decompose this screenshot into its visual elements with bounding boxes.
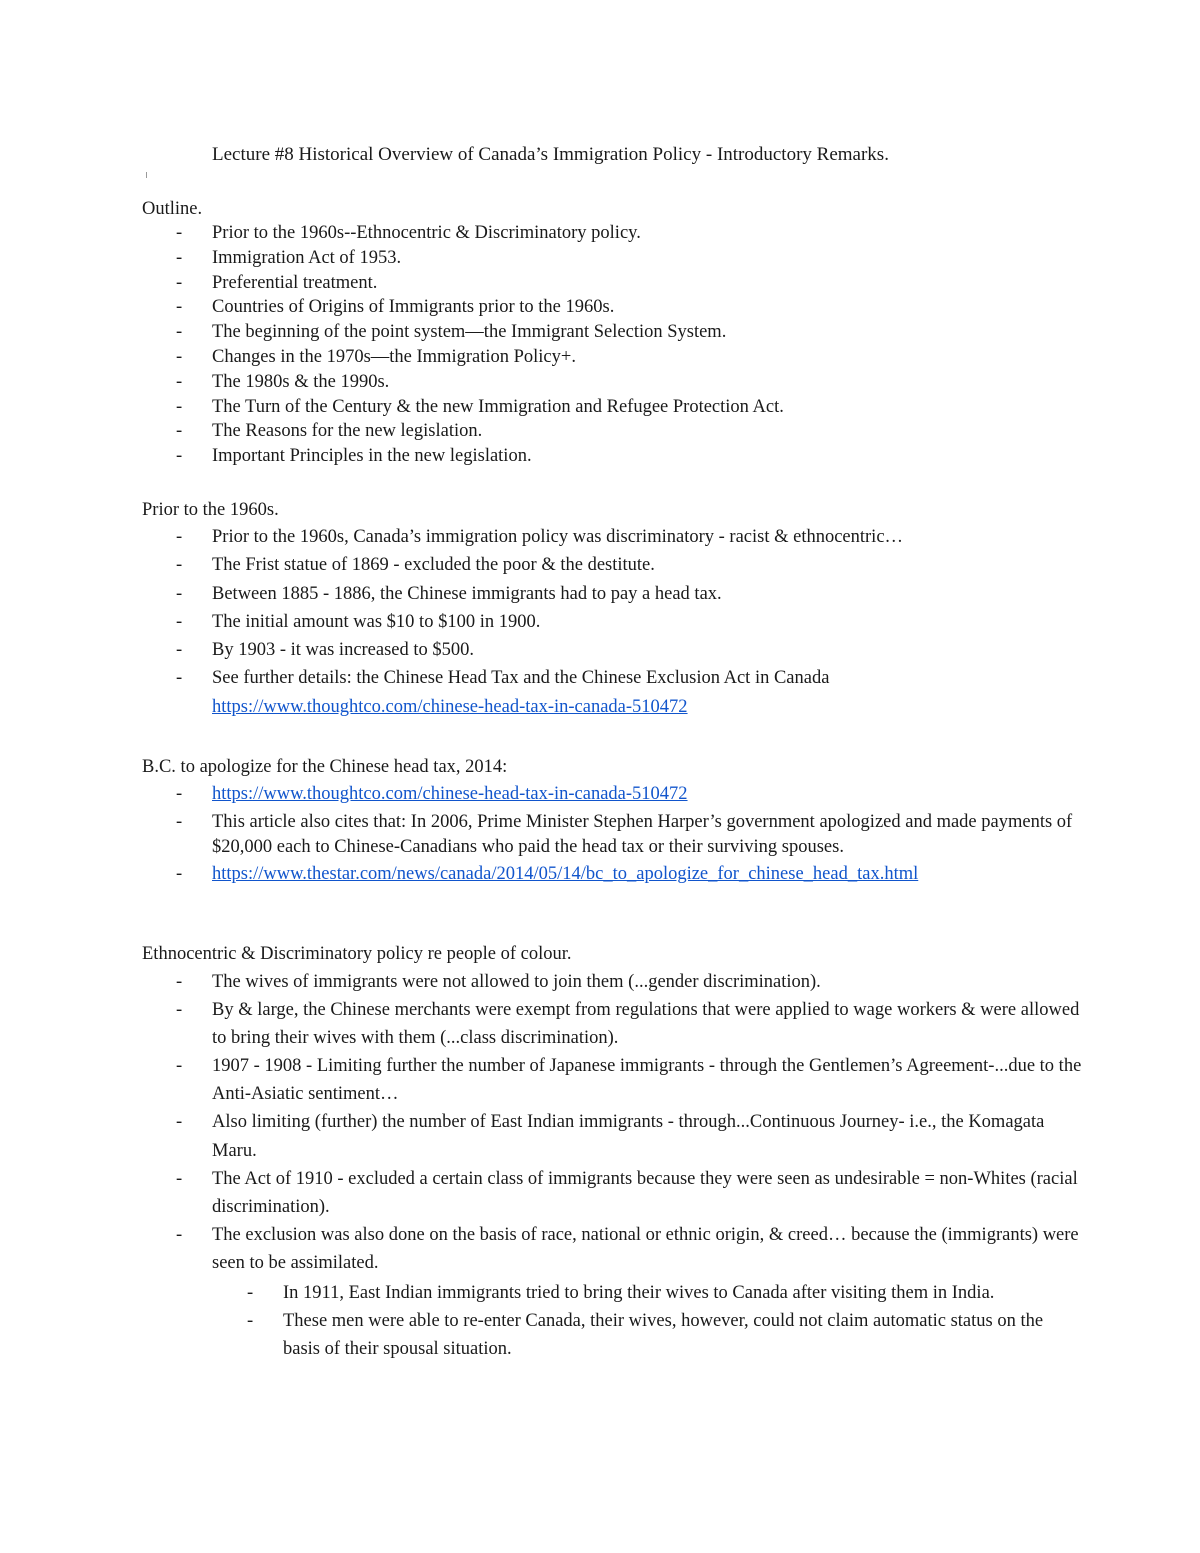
prior-heading: Prior to the 1960s. xyxy=(142,500,279,520)
ethno-item: - The wives of immigrants were not allowed to join them (...gender discrimination). xyxy=(142,968,1082,996)
dash-bullet: - xyxy=(176,863,183,884)
bc-item: - This article also cites that: In 2006, Prime Minister Stephen Harper’s government apologized and made payments of $20,000 each to Chinese-Canadians who paid the head tax or their surviving spouses. xyxy=(176,812,1073,858)
ethno-subitem: - In 1911, East Indian immigrants tried to bring their wives to Canada after visiting them in India. xyxy=(142,1279,1082,1307)
prior-item: - Prior to the 1960s, Canada’s immigration policy was discriminatory - racist & ethnocentric… xyxy=(142,523,1082,551)
cursor-mark xyxy=(146,172,147,178)
dash-bullet: - xyxy=(176,527,183,547)
prior-item: - The initial amount was $10 to $100 in 1900. xyxy=(142,608,1082,636)
bc-section xyxy=(142,754,1082,887)
ethno-item: - The Act of 1910 - excluded a certain class of immigrants because they were seen as undesirable = non-Whites (racial discrimination). xyxy=(142,1165,1082,1221)
dash-bullet: - xyxy=(176,346,183,367)
bc-item xyxy=(142,861,1082,887)
dash-bullet: - xyxy=(176,1056,183,1077)
dash-bullet: - xyxy=(176,446,183,467)
outline-item: - Preferential treatment. xyxy=(142,271,1082,296)
ethno-item: - The exclusion was also done on the basis of race, national or ethnic origin, & creed… because the (immigrants) were seen to be assimilated. xyxy=(142,1221,1082,1277)
dash-bullet: - xyxy=(176,812,183,832)
bc-item xyxy=(142,780,1082,808)
ethno-heading: Ethnocentric & Discriminatory policy re people of colour. xyxy=(142,944,572,964)
outline-item: - Countries of Origins of Immigrants prior to the 1960s. xyxy=(142,295,1082,320)
ethno-item: - By & large, the Chinese merchants were exempt from regulations that were applied to wage workers & were allowed to bring their wives with them (...class discrimination). xyxy=(142,996,1082,1052)
dash-bullet: - xyxy=(176,555,183,576)
dash-bullet: - xyxy=(176,1112,183,1133)
dash-bullet: - xyxy=(176,297,183,318)
thoughtco-link[interactable]: https://www.thoughtco.com/chinese-head-tax-in-canada-510472 xyxy=(212,784,688,804)
prior-section xyxy=(142,497,1082,721)
prior-item: - By 1903 - it was increased to $500. xyxy=(142,636,1082,664)
ethno-list xyxy=(142,968,1082,1277)
dash-bullet: - xyxy=(176,223,183,243)
ethno-item: - 1907 - 1908 - Limiting further the number of Japanese immigrants - through the Gentlemen’s Agreement-...due to the Anti-Asiatic sentiment… xyxy=(142,1052,1082,1108)
outline-heading: Outline. xyxy=(142,199,203,219)
dash-bullet: - xyxy=(176,640,183,661)
prior-item: - Between 1885 - 1886, the Chinese immigrants had to pay a head tax. xyxy=(142,580,1082,608)
prior-item: - See further details: the Chinese Head Tax and the Chinese Exclusion Act in Canada https://www.thoughtco.com/chinese-head-tax-in-canada-510472 xyxy=(142,664,1082,721)
dash-bullet: - xyxy=(176,396,183,417)
thoughtco-link[interactable]: https://www.thoughtco.com/chinese-head-tax-in-canada-510472 xyxy=(212,696,688,717)
dash-bullet: - xyxy=(176,668,183,689)
dash-bullet: - xyxy=(176,272,183,293)
dash-bullet: - xyxy=(176,247,183,268)
prior-list xyxy=(142,523,1082,721)
ethno-section xyxy=(142,940,1082,1363)
dash-bullet: - xyxy=(176,1000,183,1021)
ethno-subitem: - These men were able to re-enter Canada, their wives, however, could not claim automatic status on the basis of their spousal situation. xyxy=(142,1307,1082,1363)
outline-item: - Important Principles in the new legislation. xyxy=(142,444,1082,469)
outline-item: - The beginning of the point system—the Immigrant Selection System. xyxy=(142,320,1082,345)
ethno-item: - Also limiting (further) the number of East Indian immigrants - through...Continuous Journey- i.e., the Komagata Maru. xyxy=(142,1108,1082,1164)
outline-item: - Prior to the 1960s--Ethnocentric & Discriminatory policy. xyxy=(142,221,1082,246)
outline-item: - The Reasons for the new legislation. xyxy=(142,419,1082,444)
outline-item: - Changes in the 1970s—the Immigration Policy+. xyxy=(142,345,1082,370)
dash-bullet: - xyxy=(247,1283,254,1304)
dash-bullet: - xyxy=(176,583,183,604)
outline-list xyxy=(142,221,1082,469)
dash-bullet: - xyxy=(176,1224,183,1245)
dash-bullet: - xyxy=(176,322,183,343)
bc-heading: B.C. to apologize for the Chinese head tax, 2014: xyxy=(142,757,508,777)
dash-bullet: - xyxy=(176,371,183,392)
document-title: Lecture #8 Historical Overview of Canada’s Immigration Policy - Introductory Remarks. xyxy=(212,144,889,165)
thestar-link[interactable]: https://www.thestar.com/news/canada/2014/05/14/bc_to_apologize_for_chinese_head_tax.html xyxy=(212,863,919,884)
dash-bullet: - xyxy=(247,1311,254,1332)
dash-bullet: - xyxy=(176,972,183,992)
dash-bullet: - xyxy=(176,611,183,632)
prior-item: - The Frist statue of 1869 - excluded the poor & the destitute. xyxy=(142,551,1082,579)
dash-bullet: - xyxy=(176,1168,183,1189)
dash-bullet: - xyxy=(176,784,183,804)
ethno-sublist xyxy=(142,1279,1082,1363)
outline-item: - Immigration Act of 1953. xyxy=(142,246,1082,271)
dash-bullet: - xyxy=(176,421,183,442)
outline-section xyxy=(142,197,1082,469)
outline-item: - The Turn of the Century & the new Immigration and Refugee Protection Act. xyxy=(142,395,1082,420)
bc-list xyxy=(142,780,1082,887)
outline-item: - The 1980s & the 1990s. xyxy=(142,370,1082,395)
